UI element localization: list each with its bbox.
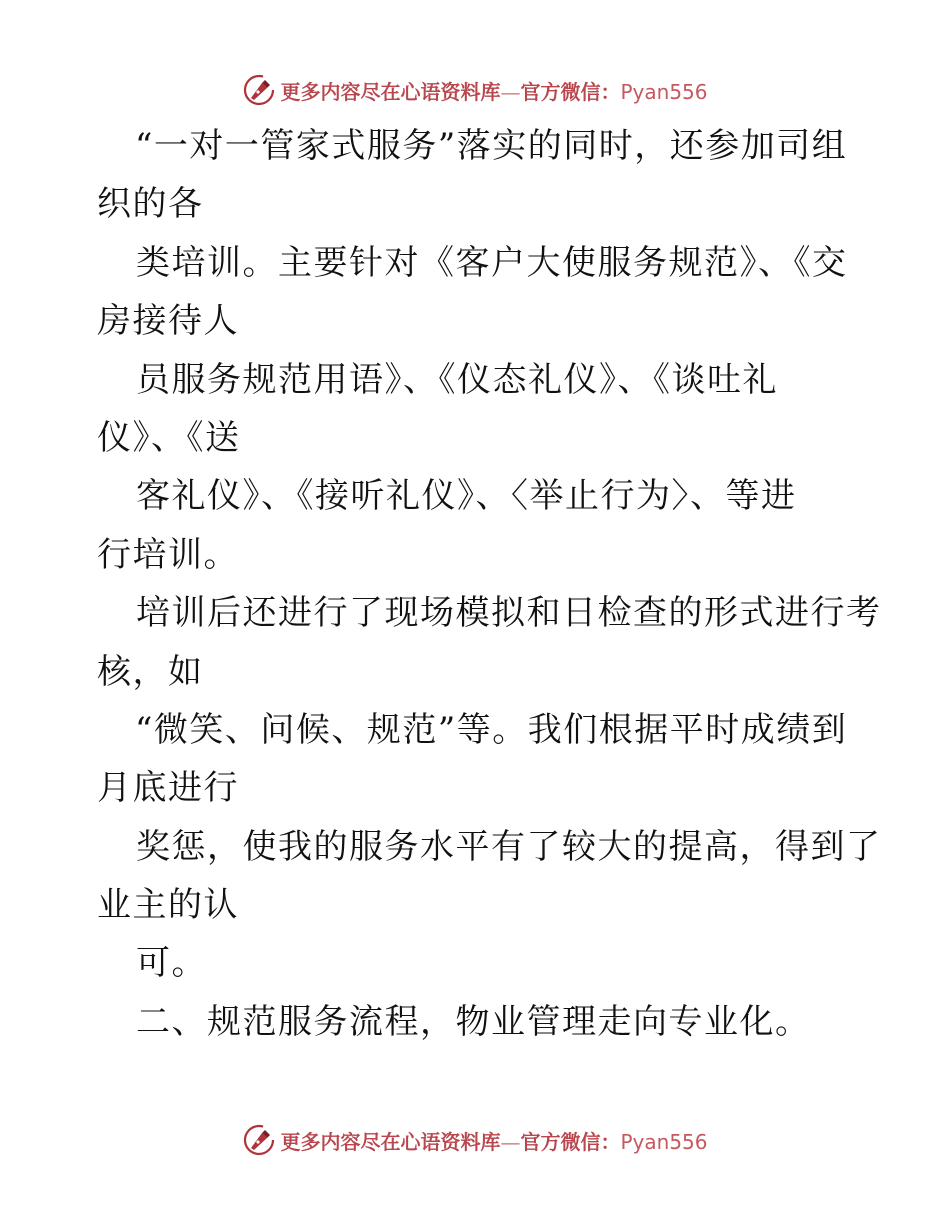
text-line-2: 织的各 bbox=[97, 184, 204, 225]
header-watermark bbox=[0, 70, 950, 110]
text-line-1: “一对一管家式服务”落实的同时，还参加司组 bbox=[135, 126, 848, 166]
wechat-id: Pyan556 bbox=[620, 79, 708, 104]
text-line-12: 月底进行 bbox=[97, 768, 239, 809]
wechat-id: Pyan556 bbox=[620, 1129, 708, 1154]
text-line-8: 行培训。 bbox=[97, 534, 239, 575]
text-line-4: 房接待人 bbox=[97, 301, 239, 342]
text-line-15: 可。 bbox=[136, 943, 207, 984]
watermark-text: 更多内容尽在心语资料库—官方微信：Pyan556 bbox=[280, 79, 708, 104]
text-line-3: 类培训。主要针对《客户大使服务规范》、《交 bbox=[136, 242, 848, 283]
document-body bbox=[97, 117, 882, 1051]
pen-nib-icon bbox=[242, 1123, 276, 1157]
text-line-11: “微笑、问候、规范”等。我们根据平时成绩到 bbox=[135, 709, 848, 750]
text-line-9: 培训后还进行了现场模拟和日检查的形式进行考 bbox=[136, 593, 882, 634]
text-line-7: 客礼仪》、《接听礼仪》、〈举止行为〉、等进 bbox=[136, 476, 797, 517]
watermark-text: 更多内容尽在心语资料库—官方微信：Pyan556 bbox=[280, 1129, 708, 1154]
footer-watermark bbox=[0, 1120, 950, 1160]
text-line-14: 业主的认 bbox=[97, 885, 239, 926]
text-line-10: 核，如 bbox=[97, 651, 204, 692]
pen-nib-icon bbox=[242, 73, 276, 107]
text-line-6: 仪》、《送 bbox=[97, 417, 241, 458]
text-line-13: 奖惩，使我的服务水平有了较大的提高，得到了 bbox=[136, 826, 882, 867]
text-line-5: 员服务规范用语》、《仪态礼仪》、《谈吐礼 bbox=[136, 359, 778, 400]
text-line-16: 二、规范服务流程，物业管理走向专业化。 bbox=[136, 1001, 811, 1042]
